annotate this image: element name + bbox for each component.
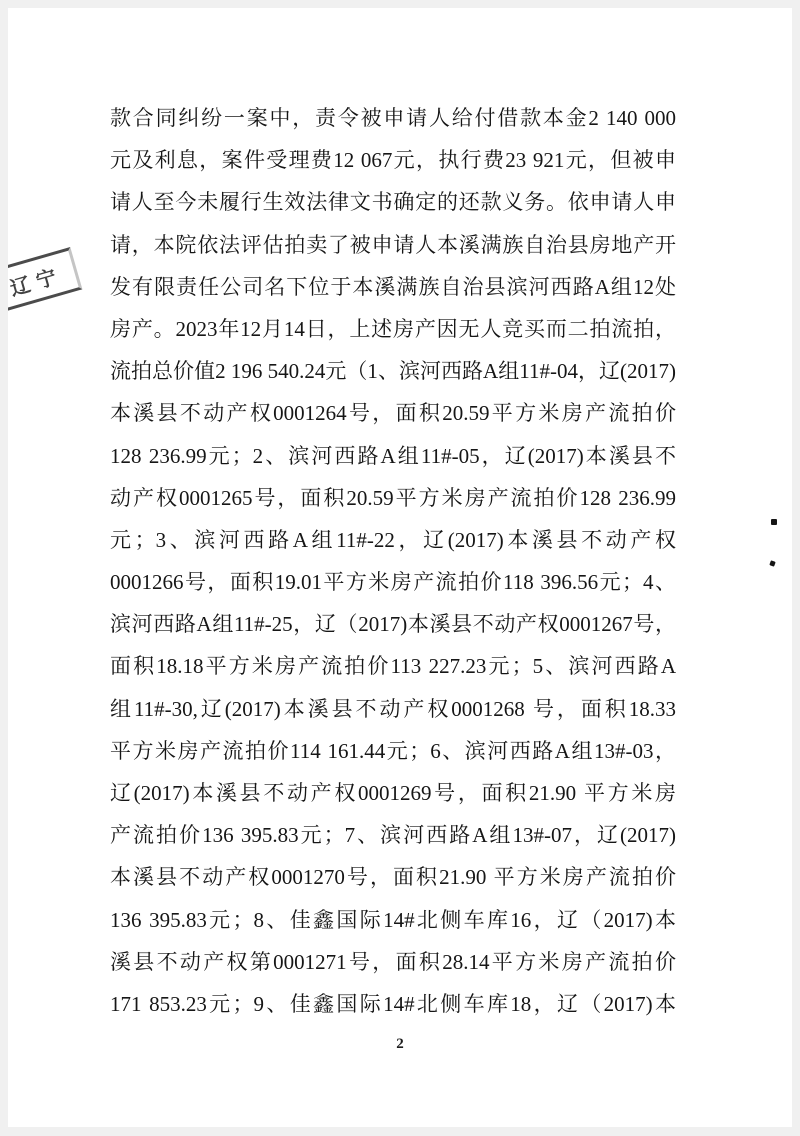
text-line: 面积18.18平方米房产流拍价113 227.23元；5、滨河西路A (110, 654, 676, 679)
text-line: 款合同纠纷一案中，责令被申请人给付借款本金2 140 000 (110, 106, 676, 130)
text-line: 平方米房产流拍价114 161.44元；6、滨河西路A组13#-03， (110, 738, 676, 763)
text-line: 171 853.23元；9、佳鑫国际14#北侧车库18，辽（2017)本 (110, 991, 676, 1016)
text-line: 128 236.99元；2、滨河西路A组11#-05，辽(2017)本溪县不 (110, 443, 676, 468)
ink-speck (769, 560, 775, 566)
text-line: 滨河西路A组11#-25，辽（2017)本溪县不动产权0001267号， (110, 612, 676, 637)
ink-speck (771, 519, 777, 525)
text-line: 产流拍价136 395.83元；7、滨河西路A组13#-07，辽(2017) (110, 823, 676, 848)
text-line: 请，本院依法评估拍卖了被申请人本溪满族自治县房地产开 (110, 232, 676, 257)
document-body (110, 97, 676, 1025)
text-line: 0001266号，面积19.01平方米房产流拍价118 396.56元；4、 (110, 570, 676, 595)
text-line: 动产权0001265号，面积20.59平方米房产流拍价128 236.99 (110, 485, 676, 510)
text-line: 辽(2017)本溪县不动产权0001269号，面积21.90 平方米房 (110, 781, 676, 805)
text-line: 发有限责任公司名下位于本溪满族自治县滨河西路A组12处 (110, 274, 676, 299)
liaoning-ink-stamp (8, 247, 82, 313)
text-line: 溪县不动产权第0001271号，面积28.14平方米房产流拍价 (110, 949, 676, 974)
text-line: 本溪县不动产权0001264号，面积20.59平方米房产流拍价 (110, 401, 676, 426)
text-line: 组11#-30,辽(2017)本溪县不动产权0001268 号，面积18.33 (110, 696, 676, 721)
page-number: 2 (396, 1036, 404, 1052)
text-line: 房产。2023年12月14日，上述房产因无人竞买而二拍流拍， (110, 316, 676, 341)
text-line: 流拍总价值2 196 540.24元（1、滨河西路A组11#-04，辽(2017) (110, 359, 676, 384)
text-line: 元及利息，案件受理费12 067元，执行费23 921元，但被申 (110, 148, 676, 173)
text-line: 请人至今未履行生效法律文书确定的还款义务。依申请人申 (110, 190, 676, 215)
text-line: 元；3、滨河西路A组11#-22，辽(2017)本溪县不动产权 (110, 527, 676, 552)
text-line: 本溪县不动产权0001270号，面积21.90 平方米房产流拍价 (110, 865, 676, 890)
text-line: 136 395.83元；8、佳鑫国际14#北侧车库16，辽（2017)本 (110, 907, 676, 932)
stamp-label: 辽宁 (8, 264, 66, 301)
scanned-document-page (8, 8, 792, 1127)
